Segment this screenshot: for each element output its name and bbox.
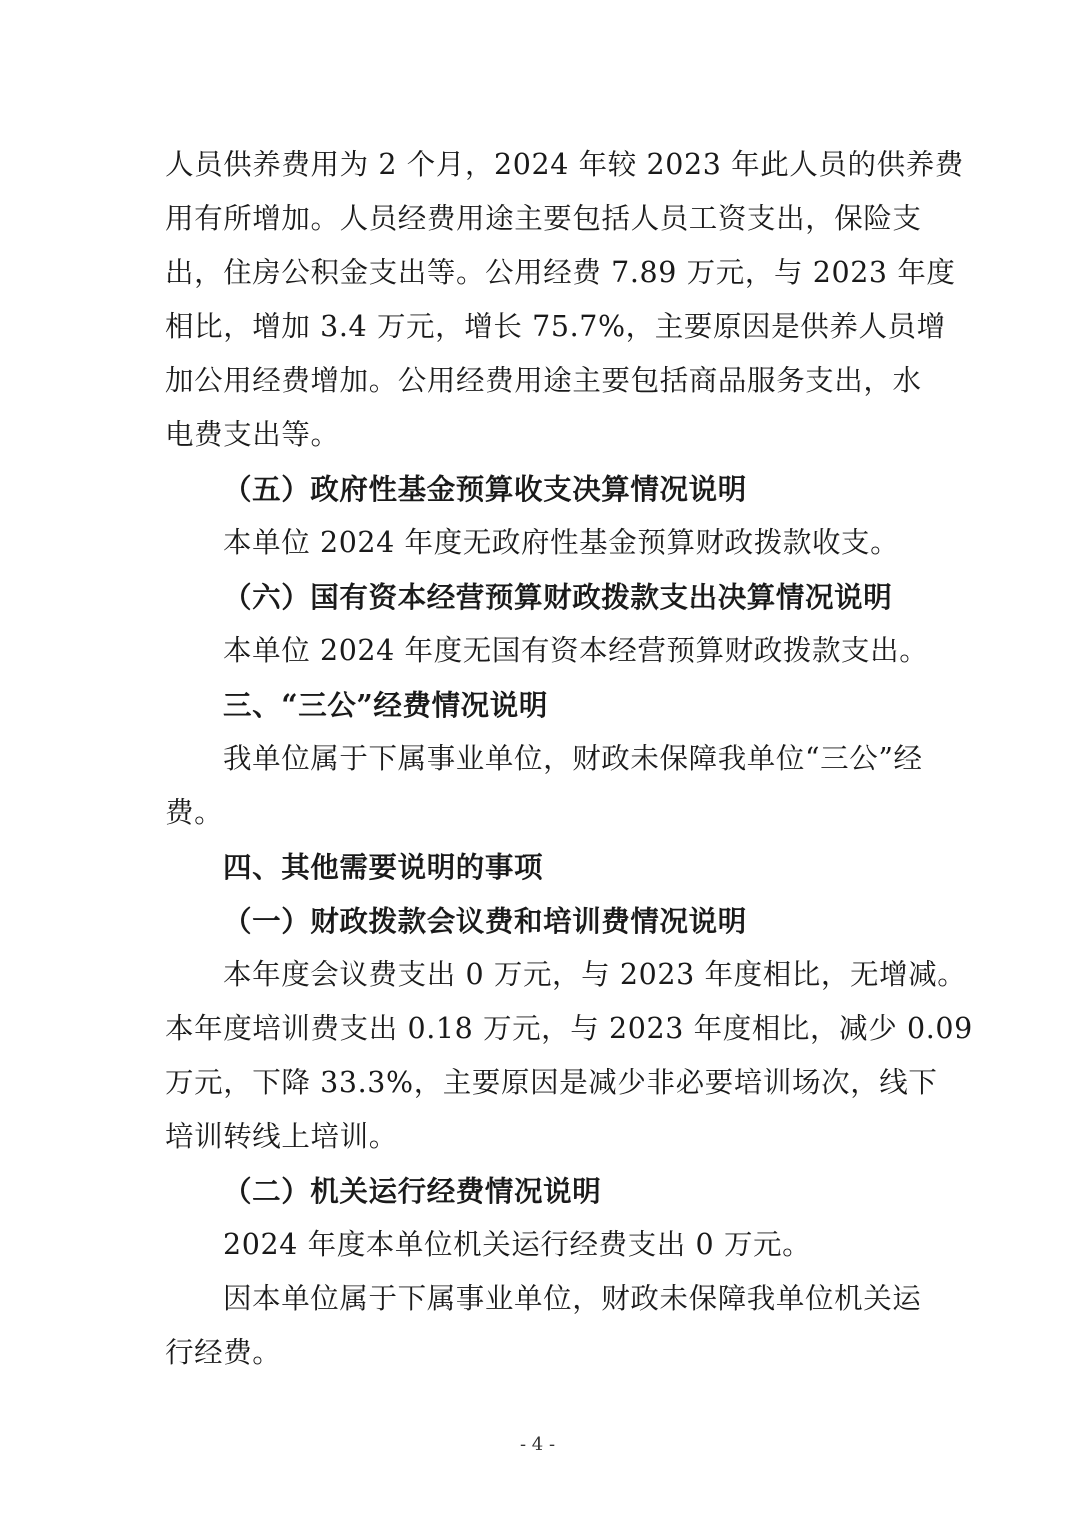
page-number: - 4 - bbox=[519, 1434, 556, 1455]
document-body bbox=[165, 138, 973, 1380]
section-heading-5: （五）政府性基金预算收支决算情况说明 bbox=[223, 472, 747, 506]
section-heading-6: （六）国有资本经营预算财政拨款支出决算情况说明 bbox=[223, 580, 893, 614]
paragraph-line: 电费支出等。 bbox=[165, 418, 340, 451]
subsection-heading-4-1: （一）财政拨款会议费和培训费情况说明 bbox=[223, 904, 747, 938]
paragraph-line: 因本单位属于下属事业单位，财政未保障我单位机关运 bbox=[223, 1282, 922, 1315]
paragraph-line: 培训转线上培训。 bbox=[165, 1120, 398, 1153]
paragraph-line: 万元，下降 33.3%，主要原因是减少非必要培训场次，线下 bbox=[165, 1066, 938, 1099]
section-heading-4: 四、其他需要说明的事项 bbox=[223, 850, 544, 884]
section-heading-3: 三、“三公”经费情况说明 bbox=[223, 688, 548, 722]
paragraph-line: 出，住房公积金支出等。公用经费 7.89 万元，与 2023 年度 bbox=[165, 256, 956, 289]
paragraph-line: 用有所增加。人员经费用途主要包括人员工资支出，保险支 bbox=[165, 202, 922, 235]
paragraph-line: 本年度培训费支出 0.18 万元，与 2023 年度相比，减少 0.09 bbox=[165, 1012, 973, 1045]
paragraph-line: 本单位 2024 年度无政府性基金预算财政拨款收支。 bbox=[223, 526, 900, 559]
paragraph-line: 加公用经费增加。公用经费用途主要包括商品服务支出，水 bbox=[165, 364, 922, 397]
paragraph-line: 费。 bbox=[165, 796, 224, 829]
paragraph-line: 我单位属于下属事业单位，财政未保障我单位“三公”经 bbox=[223, 742, 923, 775]
subsection-heading-4-2: （二）机关运行经费情况说明 bbox=[223, 1174, 602, 1208]
paragraph-line: 行经费。 bbox=[165, 1336, 282, 1369]
paragraph-line: 本年度会议费支出 0 万元，与 2023 年度相比，无增减。 bbox=[223, 958, 967, 991]
paragraph-line: 2024 年度本单位机关运行经费支出 0 万元。 bbox=[223, 1228, 812, 1261]
paragraph-line: 人员供养费用为 2 个月，2024 年较 2023 年此人员的供养费 bbox=[165, 148, 964, 181]
paragraph-line: 相比，增加 3.4 万元，增长 75.7%，主要原因是供养人员增 bbox=[165, 310, 946, 343]
paragraph-line: 本单位 2024 年度无国有资本经营预算财政拨款支出。 bbox=[223, 634, 929, 667]
